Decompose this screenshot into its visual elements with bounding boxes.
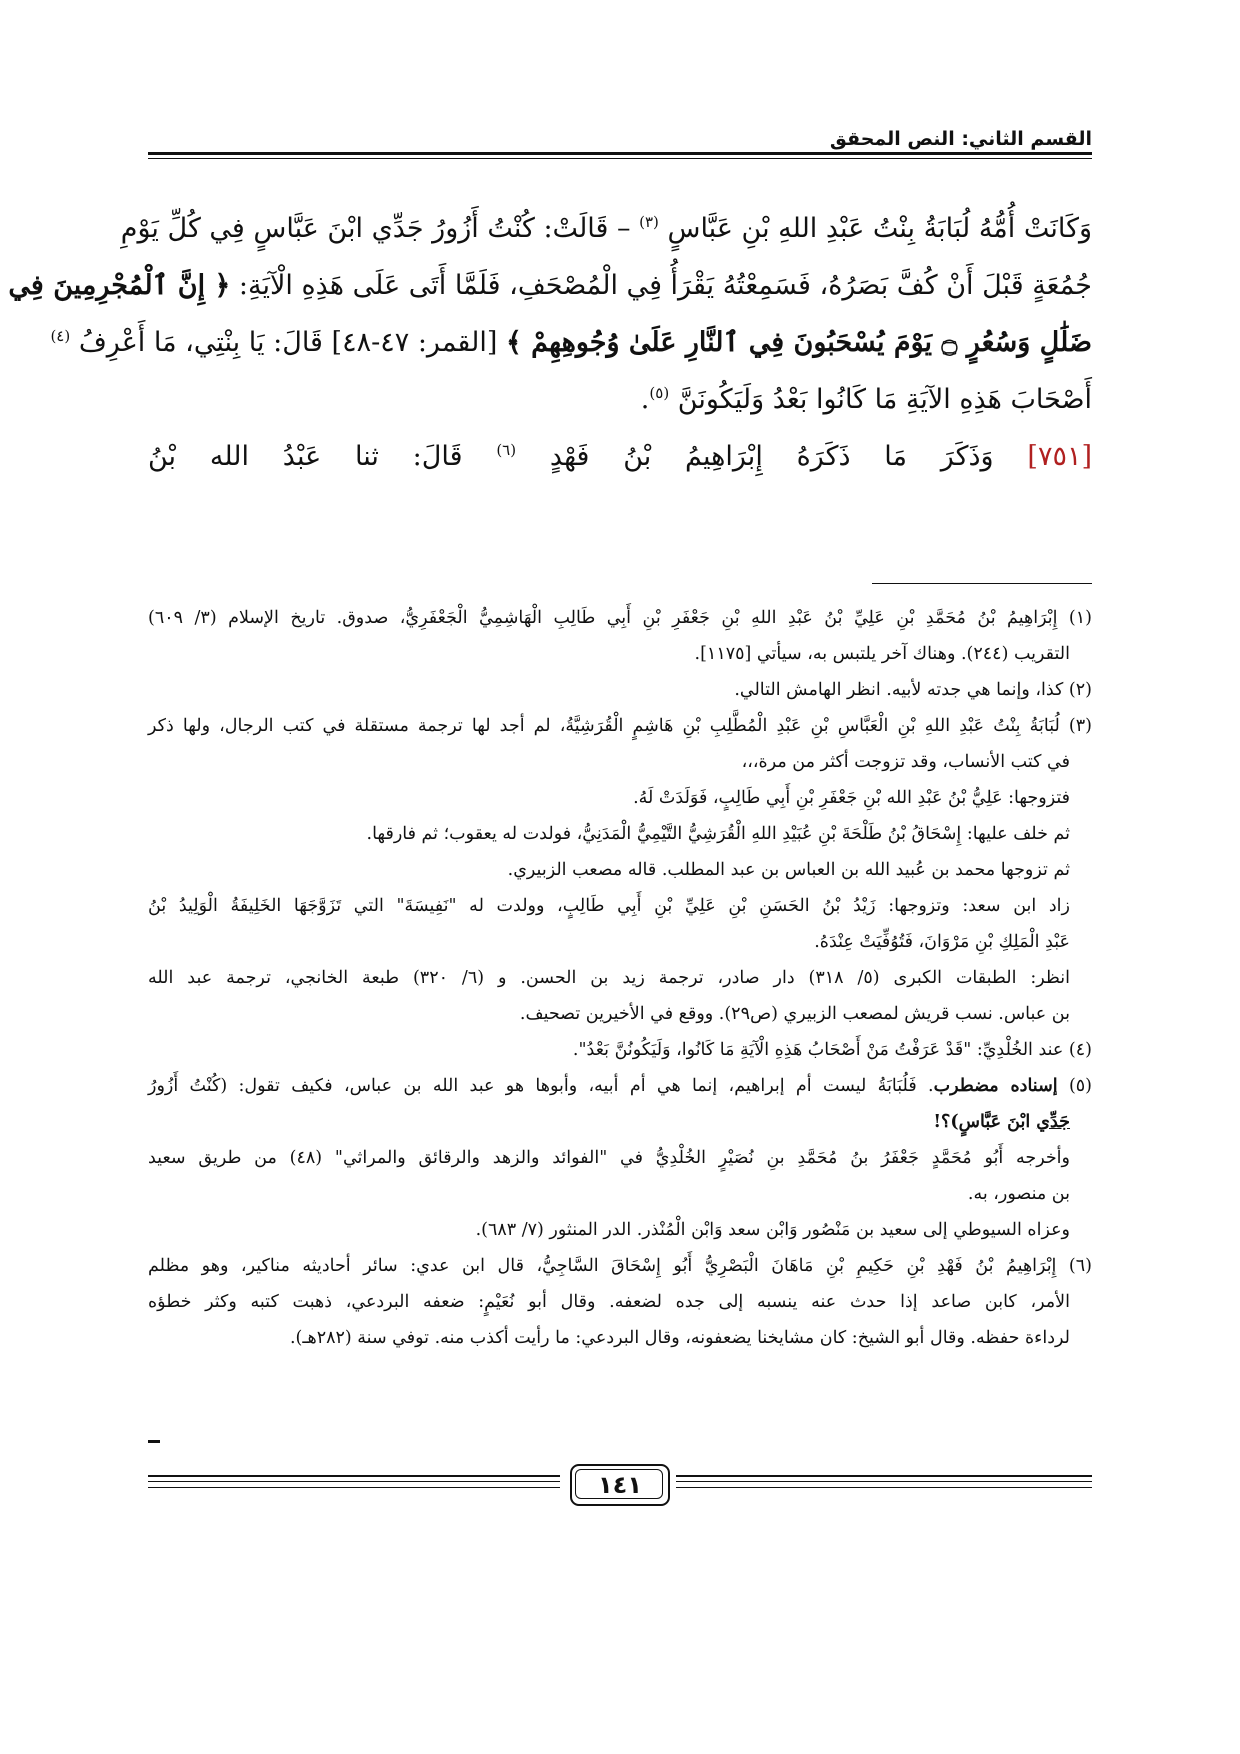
footnote-ref-3: (٣) <box>639 213 659 231</box>
footnote-3-cont: زاد ابن سعد: وتزوجها: زَيْدُ بْنُ الحَسَنِ بْنِ عَلِيِّ بْنِ أَبِي طَالِبٍ، وولدت له "نَفِيسَةَ" التي تَزَوَّجَهَا الخَلِيفَةُ الْوَلِيدُ بْنُ <box>148 896 1070 916</box>
header-rule-top <box>148 152 1092 155</box>
footnote-ref-6: (٦) <box>496 441 517 459</box>
main-line-2: جُمُعَةٍ قَبْلَ أَنْ كُفَّ بَصَرُهُ، فَسَمِعْتُهُ يَقْرَأُ فِي الْمُصْحَفِ، فَلَمَّا أَتَى عَلَى هَذِهِ الْآيَةِ: ﴿ إِنَّ ٱلْمُجْرِمِينَ فِي <box>8 270 1092 301</box>
footer-rule-left-thin <box>148 1481 560 1482</box>
footnote-3-cont: انظر: الطبقات الكبرى (٥/ ٣١٨) دار صادر، ترجمة زيد بن الحسن. و (٦/ ٣٢٠) طبعة الخانجي، ترجمة عبد الله <box>148 968 1070 988</box>
footnote-1: (١) إِبْرَاهِيمُ بْنُ مُحَمَّدِ بْنِ عَلِيِّ بْنُ عَبْدِ اللهِ بْنِ جَعْفَرِ بْنِ أَبِي طَالِبِ الْهَاشِمِيُّ الْجَعْفَرِيُّ، صدوق. تاريخ الإسلام (٣/ ٦٠٩) <box>148 608 1092 628</box>
main-line-4: أَصْحَابَ هَذِهِ الآيَةِ مَا كَانُوا بَعْدُ وَلَيَكُونَنَّ $^{(٥)}$. <box>640 384 1092 415</box>
quran-verse-end: ضَلَٰلٍ وَسُعُرٍ ۝ يَوْمَ يُسْحَبُونَ فِي ٱلنَّارِ عَلَىٰ وُجُوهِهِمْ ﴾ <box>505 327 1092 358</box>
grading-label: إسناده مضطرب <box>933 1076 1058 1096</box>
footer-rule-right-thin <box>676 1481 1092 1482</box>
footnote-3-cont: عَبْدِ الْمَلِكِ بْنِ مَرْوَانَ، فَتُوُفِّيَتْ عِنْدَهُ. <box>814 932 1070 952</box>
footnote-separator <box>872 583 1092 584</box>
footnote-6-cont: الأمر، كابن صاعد إذا حدث عنه ينسبه إلى جده لضعفه. وقال أبو نُعَيْمٍ: ضعفه البردعي، ذهبت كتبه وكثر خطؤه <box>148 1292 1070 1312</box>
footnote-3-cont: في كتب الأنساب، وقد تزوجت أكثر من مرة،،، <box>741 752 1070 772</box>
verse-reference: [القمر: ٤٧-٤٨] <box>331 327 498 358</box>
footnote-2: (٢) كذا، وإنما هي جدته لأبيه. انظر الهامش التالي. <box>734 680 1092 700</box>
page-number: ١٤١ <box>570 1464 670 1506</box>
hadith-number: [٧٥١] <box>1027 441 1092 472</box>
footnote-ref-4: (٤) <box>50 327 71 345</box>
footer-rule-left-thin <box>148 1487 560 1488</box>
page-number-frame <box>575 1469 663 1499</box>
main-line-5: [٧٥١] وَذَكَرَ مَا ذَكَرَهُ إِبْرَاهِيمُ بْنُ فَهْدٍ $^{(٦)}$ قَالَ: ثنا عَبْدُ الله بْنُ <box>148 441 1092 472</box>
footer-rule-right <box>676 1475 1092 1477</box>
footnote-5: (٥) إسناده مضطرب. فَلُبَابَةُ ليست أم إبراهيم، إنما هي أم أبيه، وأبوها هو عبد الله بن عباس، فكيف تقول: (كُنْتُ أَزُورُ <box>148 1076 1092 1096</box>
footnote-3-cont: فتزوجها: عَلِيُّ بْنُ عَبْدِ الله بْنِ جَعْفَرِ بْنِ أَبِي طَالِبٍ، فَوَلَدَتْ لَهُ. <box>633 788 1070 808</box>
footnotes <box>148 600 1092 1356</box>
footnote-3: (٣) لُبَابَةُ بِنْتُ عَبْدِ اللهِ بْنِ الْعَبَّاسِ بْنِ عَبْدِ الْمُطَّلِبِ بْنِ هَاشِمٍ الْقُرَشِيَّةُ، لم أجد لها ترجمة مستقلة في كتب الرجال، ولها ذكر <box>148 716 1092 736</box>
footnote-4: (٤) عند الخُلْدِيِّ: "قَدْ عَرَفْتُ مَنْ أَصْحَابُ هَذِهِ الْآيَةِ مَا كَانُوا، وَلَيَكُونُنَّ بَعْدُ". <box>572 1040 1092 1060</box>
footer-rule-right-thin <box>676 1487 1092 1488</box>
footnote-5-cont: بن منصور، به. <box>967 1184 1070 1204</box>
footnote-3-cont: بن عباس. نسب قريش لمصعب الزبيري (ص٢٩). ووقع في الأخيرين تصحيف. <box>519 1004 1070 1024</box>
footnote-ref-5: (٥) <box>649 384 670 402</box>
main-text <box>8 200 1092 485</box>
footnote-5-cont: جَدِّي ابْنَ عَبَّاسٍ)؟! <box>933 1112 1070 1132</box>
quran-verse-start: ﴿ إِنَّ ٱلْمُجْرِمِينَ فِي <box>8 270 231 301</box>
main-line-3: ضَلَٰلٍ وَسُعُرٍ ۝ يَوْمَ يُسْحَبُونَ فِي ٱلنَّارِ عَلَىٰ وُجُوهِهِمْ ﴾ [القمر: ٤٧-٤٨] قَالَ: يَا بِنْتِي، مَا أَعْرِفُ $^{(٤)}$ <box>50 327 1092 358</box>
footnote-1-cont: التقريب (٢٤٤). وهناك آخر يلتبس به، سيأتي [١١٧٥]. <box>694 644 1070 664</box>
footnote-5-cont: وأخرجه أَبُو مُحَمَّدٍ جَعْفَرُ بنُ مُحَمَّدِ بنِ نُصَيْرٍ الخُلْدِيُّ في "الفوائد والزهد والرقائق والمراثي" (٤٨) من طريق سعيد <box>148 1148 1070 1168</box>
dash-mark <box>148 1440 160 1443</box>
footer-rule-left <box>148 1475 560 1477</box>
footnote-6-cont: لرداءة حفظه. وقال أبو الشيخ: كان مشايخنا يضعفونه، وقال البردعي: ما رأيت أكذب منه. توفي سنة (٢٨٢هـ). <box>289 1328 1070 1348</box>
footnote-6: (٦) إِبْرَاهِيمُ بْنُ فَهْدِ بْنِ حَكِيمِ بْنِ مَاهَانَ الْبَصْرِيُّ أَبُو إِسْحَاقَ السَّاجِيُّ، قال ابن عدي: سائر أحاديثه مناكير، وهو مظلم <box>148 1256 1092 1276</box>
footnote-3-cont: ثم خلف عليها: إِسْحَاقُ بْنُ طَلْحَةَ بْنِ عُبَيْدِ اللهِ الْقُرَشِيُّ التَّيْمِيُّ الْمَدَنِيُّ، فولدت له يعقوب؛ ثم فارقها. <box>366 824 1070 844</box>
footnote-5-cont: وعزاه السيوطي إلى سعيد بن مَنْصُور وَابْن سعد وَابْن الْمُنْذر. الدر المنثور (٧/ ٦٨٣). <box>475 1220 1070 1240</box>
running-header: القسم الثاني: النص المحقق <box>829 128 1092 150</box>
header-rule-bottom <box>148 158 1092 159</box>
footnote-3-cont: ثم تزوجها محمد بن عُبيد الله بن العباس بن عبد المطلب. قاله مصعب الزبيري. <box>507 860 1070 880</box>
main-line-1: وَكَانَتْ أُمُّهُ لُبَابَةُ بِنْتُ عَبْدِ اللهِ بْنِ عَبَّاسٍ $^{(٣)}$ – قَالَتْ: كُنْتُ أَزُورُ جَدِّي ابْنَ عَبَّاسٍ فِي كُلِّ يَوْمِ <box>120 213 1092 244</box>
